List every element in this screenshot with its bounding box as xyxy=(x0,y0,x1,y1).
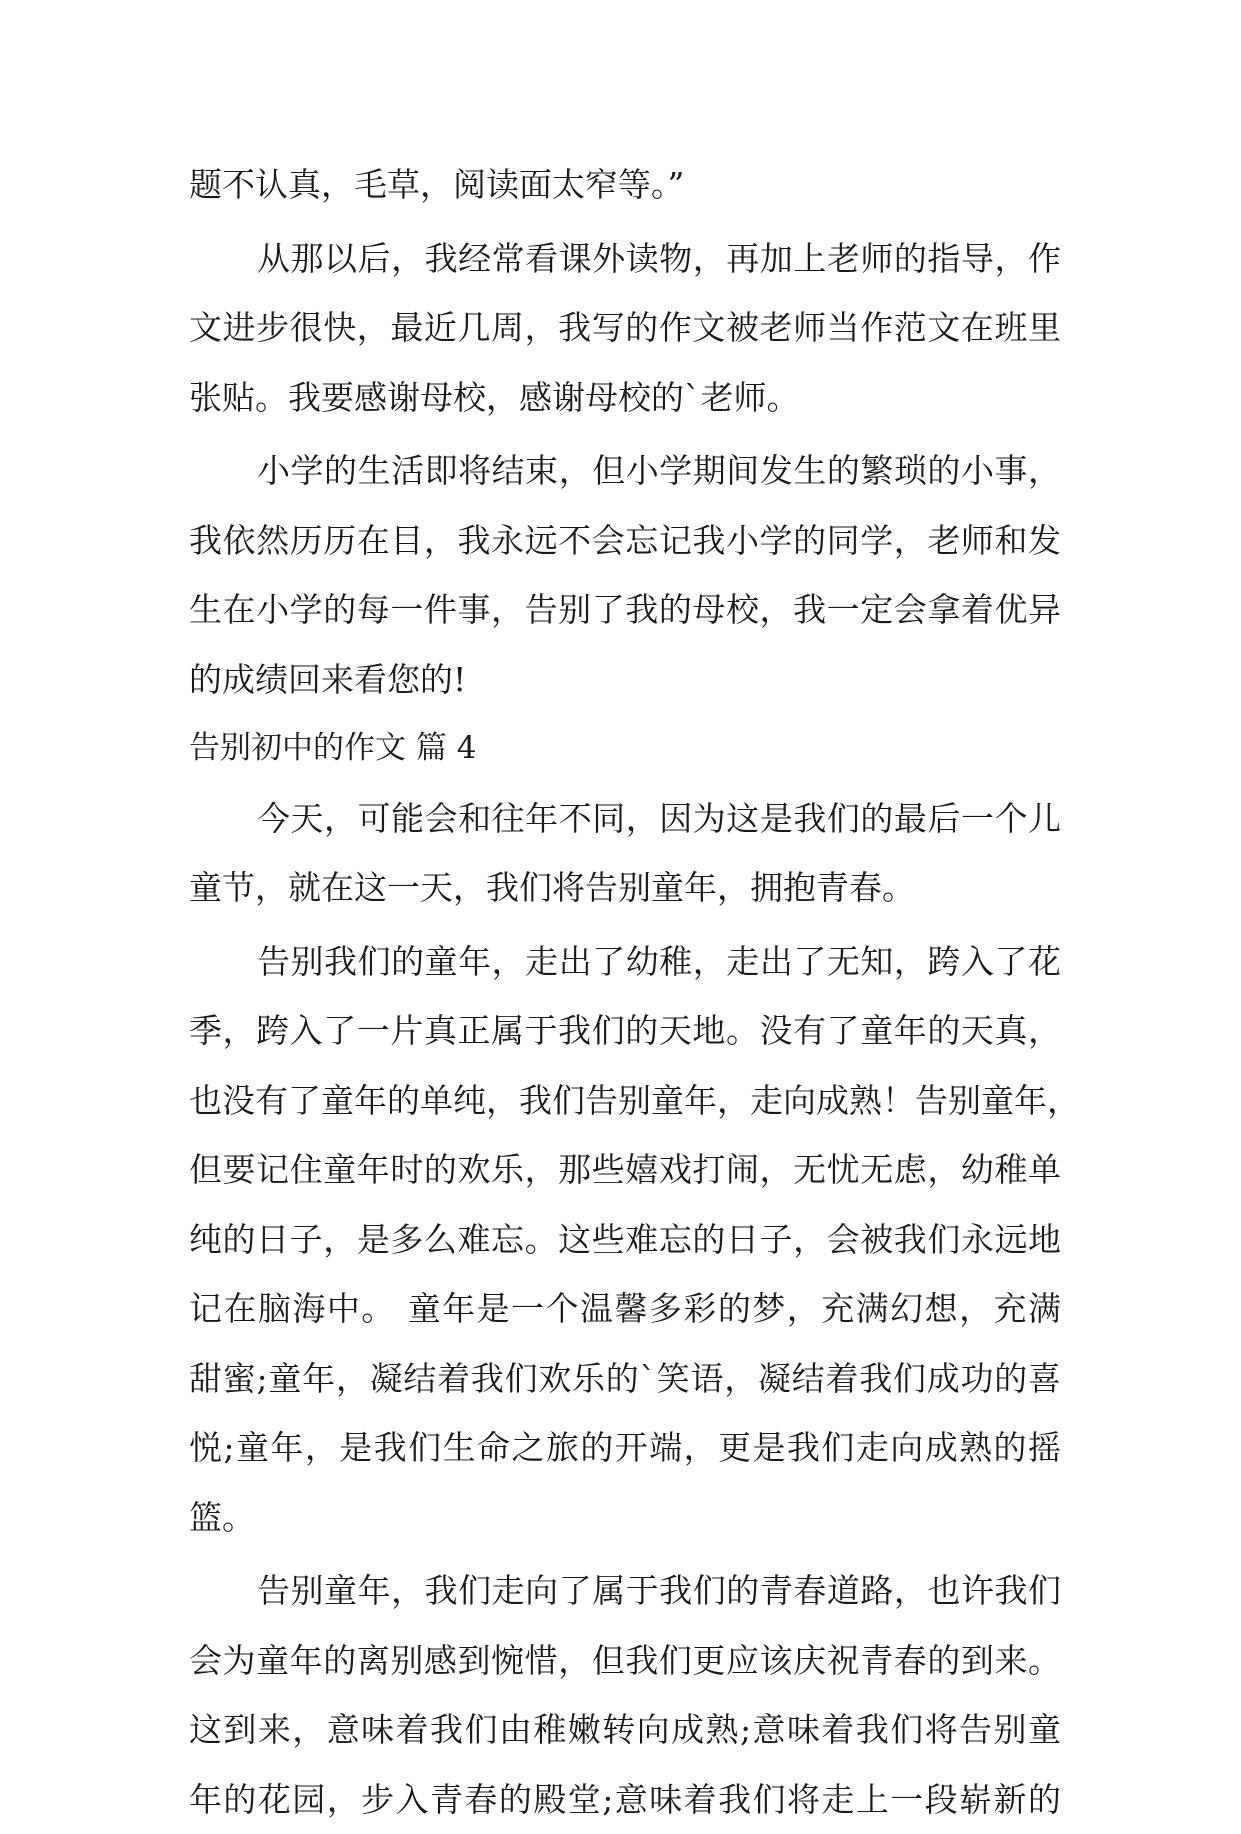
text-line: 甜蜜;童年，凝结着我们欢乐的`笑语，凝结着我们成功的喜 xyxy=(189,1344,1061,1414)
text-line: 这到来，意味着我们由稚嫩转向成熟;意味着我们将告别童 xyxy=(189,1695,1061,1765)
text-line: 悦;童年，是我们生命之旅的开端，更是我们走向成熟的摇 xyxy=(189,1413,1061,1483)
text-line: 纯的日子，是多么难忘。这些难忘的日子，会被我们永远地 xyxy=(189,1205,1061,1275)
text-line: 小学的生活即将结束，但小学期间发生的繁琐的小事， xyxy=(189,436,1061,506)
text-line: 年的花园，步入青春的殿堂;意味着我们将走上一段崭新的 xyxy=(189,1765,1061,1834)
text-line: 季，跨入了一片真正属于我们的天地。没有了童年的天真， xyxy=(189,996,1061,1066)
section-heading: 告别初中的作文 篇 4 xyxy=(189,714,1061,784)
text-line: 篮。 xyxy=(189,1483,1061,1553)
text-line: 会为童年的离别感到惋惜，但我们更应该庆祝青春的到来。 xyxy=(189,1626,1061,1696)
text-line: 从那以后，我经常看课外读物，再加上老师的指导，作 xyxy=(189,224,1061,294)
text-line: 生在小学的每一件事，告别了我的母校，我一定会拿着优异 xyxy=(189,575,1061,645)
text-line: 文进步很快，最近几周，我写的作文被老师当作范文在班里 xyxy=(189,293,1061,363)
text-line: 但要记住童年时的欢乐，那些嬉戏打闹，无忧无虑，幼稚单 xyxy=(189,1135,1061,1205)
text-line: 告别童年，我们走向了属于我们的青春道路，也许我们 xyxy=(189,1556,1061,1626)
text-line: 我依然历历在目，我永远不会忘记我小学的同学，老师和发 xyxy=(189,506,1061,576)
text-line: 的成绩回来看您的! xyxy=(189,645,1061,715)
text-line: 今天，可能会和往年不同，因为这是我们的最后一个儿 xyxy=(189,784,1061,854)
text-line: 童节，就在这一天，我们将告别童年，拥抱青春。 xyxy=(189,853,1061,923)
text-line: 记在脑海中。 童年是一个温馨多彩的梦，充满幻想，充满 xyxy=(189,1274,1061,1344)
document-body xyxy=(189,150,1061,1834)
text-line: 张贴。我要感谢母校，感谢母校的`老师。 xyxy=(189,363,1061,433)
text-line: 告别我们的童年，走出了幼稚，走出了无知，跨入了花 xyxy=(189,927,1061,997)
text-line: 题不认真，毛草，阅读面太窄等。” xyxy=(189,150,1061,220)
text-line: 也没有了童年的单纯，我们告别童年，走向成熟！告别童年， xyxy=(189,1066,1061,1136)
